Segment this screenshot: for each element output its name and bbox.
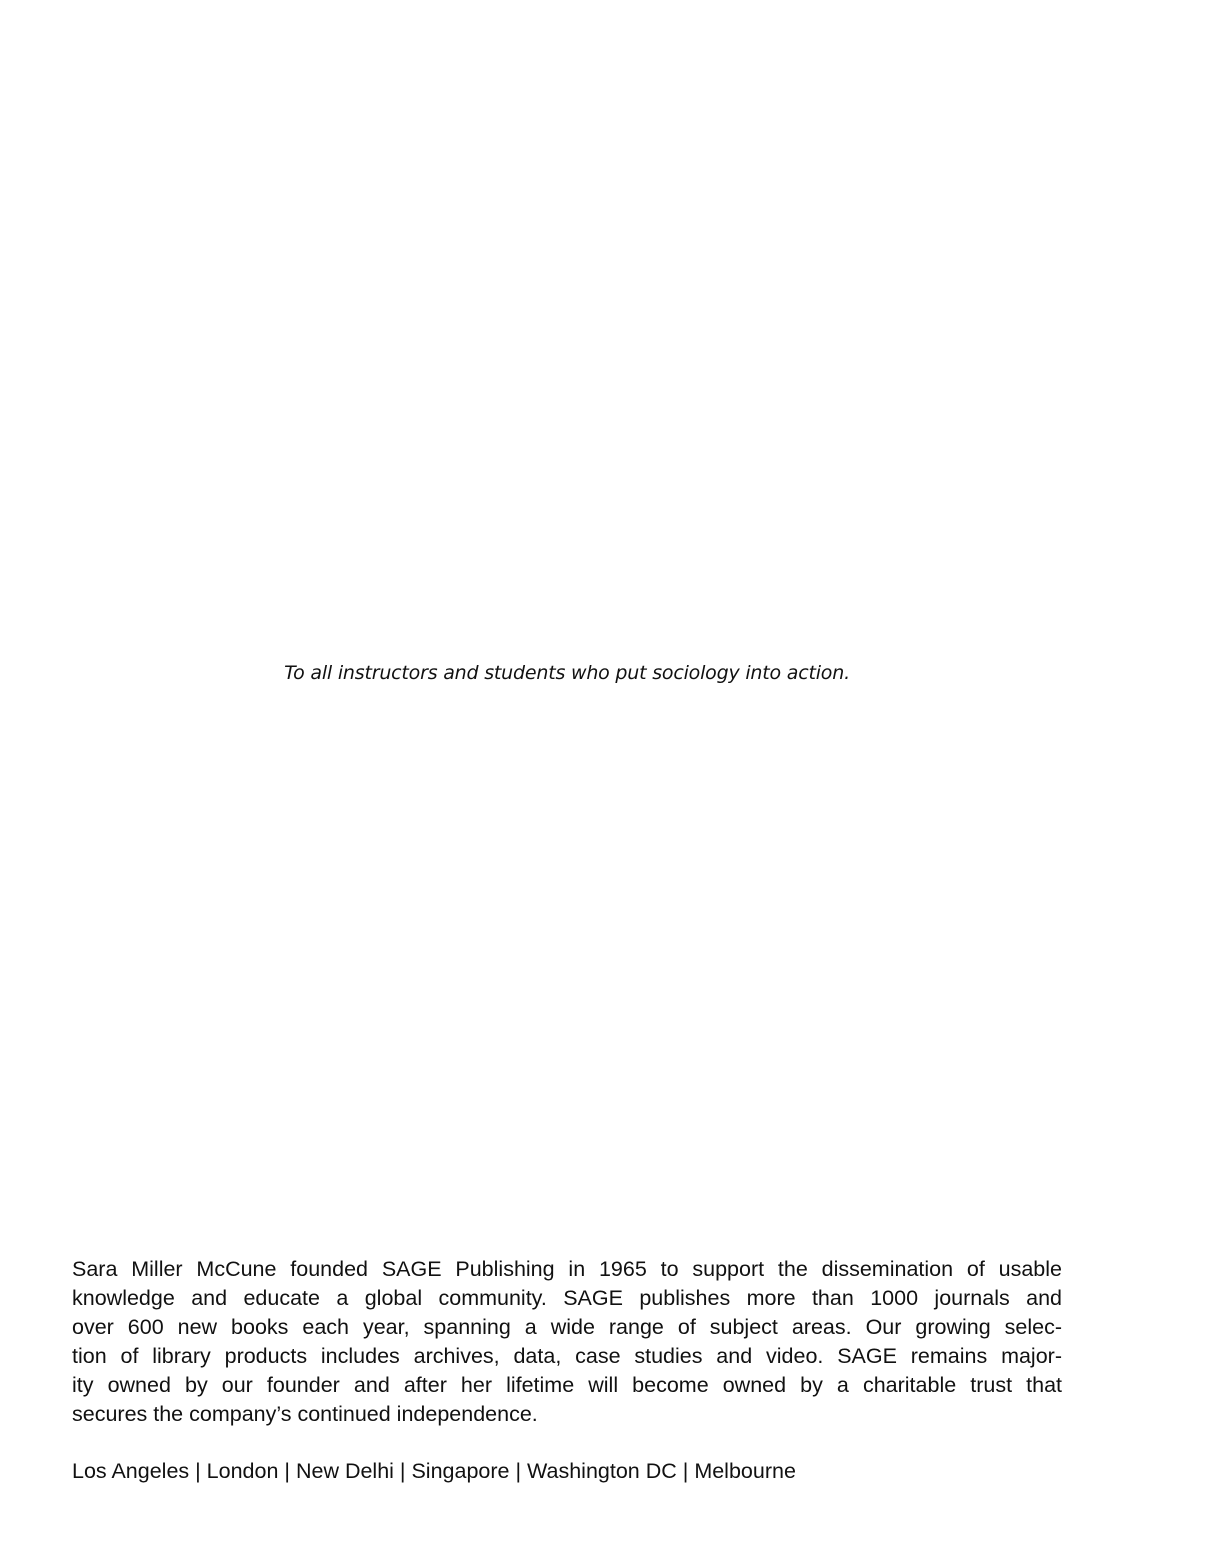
publisher-statement-line: secures the company’s continued independence. — [72, 1402, 538, 1426]
publisher-statement-line: knowledge and educate a global community. SAGE publishes more than 1000 journals and — [72, 1286, 1062, 1310]
publisher-statement-line: over 600 new books each year, spanning a wide range of subject areas. Our growing selec- — [72, 1315, 1062, 1339]
publisher-statement-line: Sara Miller McCune founded SAGE Publishing in 1965 to support the dissemination of usable — [72, 1257, 1062, 1281]
publisher-statement-line: tion of library products includes archives, data, case studies and video. SAGE remains major- — [72, 1344, 1062, 1368]
dedication: To all instructors and students who put sociology into action. — [284, 662, 850, 684]
publisher-statement-line: ity owned by our founder and after her lifetime will become owned by a charitable trust that — [72, 1373, 1062, 1397]
office-locations: Los Angeles | London | New Delhi | Singapore | Washington DC | Melbourne — [72, 1459, 796, 1483]
publisher-statement — [72, 1255, 1062, 1429]
